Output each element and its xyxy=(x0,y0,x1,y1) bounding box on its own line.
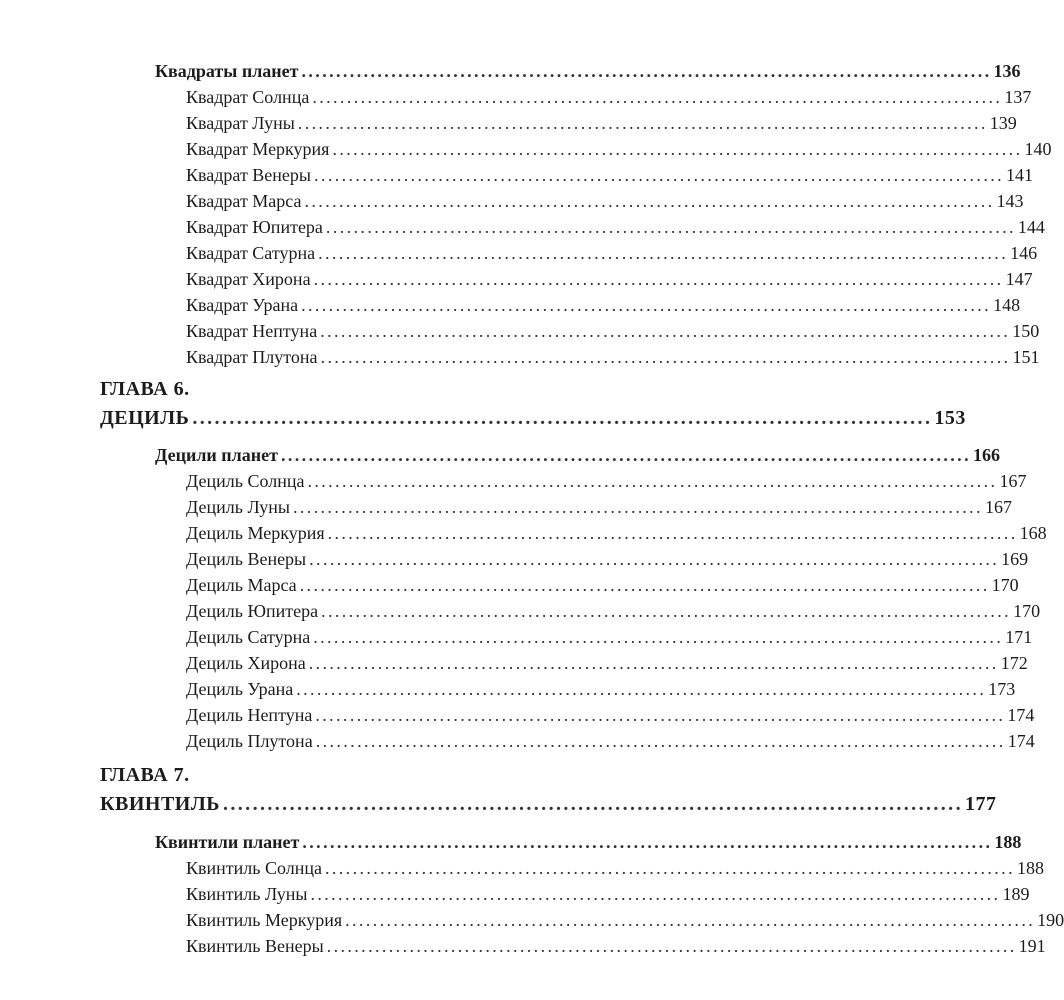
toc-item-row xyxy=(186,85,1032,109)
chapter-heading: ГЛАВА 7. xyxy=(100,764,190,786)
toc-item-row xyxy=(186,599,1041,623)
toc-item-label: Квинтиль Луны xyxy=(186,884,308,904)
toc-page-number: 147 xyxy=(1005,269,1033,289)
leader-dots: .................................................................................................... xyxy=(309,549,1000,569)
leader-dots: .................................................................................................... xyxy=(315,731,1006,751)
toc-page-number: 166 xyxy=(972,445,1000,465)
leader-dots: .................................................................................................... xyxy=(302,832,993,852)
toc-page-number: 143 xyxy=(996,191,1024,211)
toc-page-number: 174 xyxy=(1007,705,1035,725)
toc-item-label: Дециль Хирона xyxy=(186,653,306,673)
toc-page-number: 173 xyxy=(988,679,1016,699)
toc-item-label: Квадрат Луны xyxy=(186,113,295,133)
leader-dots: .................................................................................................... xyxy=(325,217,1016,237)
leader-dots: .................................................................................................... xyxy=(321,601,1012,621)
toc-item-row xyxy=(186,573,1019,597)
toc-page-number: 170 xyxy=(991,575,1019,595)
toc-item-row xyxy=(186,215,1045,239)
toc-item-label: Квадрат Хирона xyxy=(186,269,311,289)
toc-item-row xyxy=(186,729,1035,753)
leader-dots: .................................................................................................... xyxy=(308,653,999,673)
toc-page-number: 188 xyxy=(1016,858,1044,878)
toc-page-number: 167 xyxy=(984,497,1012,517)
leader-dots: .................................................................................................... xyxy=(313,269,1004,289)
toc-section-row xyxy=(155,443,1000,467)
toc-item-row xyxy=(186,163,1034,187)
toc-item-label: Дециль Урана xyxy=(186,679,294,699)
toc-page-number: 189 xyxy=(1002,884,1030,904)
toc-page-number: 151 xyxy=(1012,347,1040,367)
leader-dots: .................................................................................................... xyxy=(222,793,963,815)
toc-item-row xyxy=(186,547,1029,571)
toc-item-row xyxy=(186,241,1038,265)
toc-item-label: Квадрат Урана xyxy=(186,295,299,315)
toc-item-row xyxy=(186,189,1024,213)
toc-page-number: 167 xyxy=(999,471,1027,491)
toc-page-number: 188 xyxy=(994,832,1022,852)
toc-item-row xyxy=(186,908,1064,932)
toc-page-number: 169 xyxy=(1001,549,1029,569)
toc-chapter-row xyxy=(100,406,966,430)
toc-item-row xyxy=(186,495,1012,519)
leader-dots: .................................................................................................... xyxy=(312,87,1003,107)
toc-item-row xyxy=(186,703,1035,727)
chapter-heading: ГЛАВА 6. xyxy=(100,378,190,400)
toc-page-number: 136 xyxy=(993,61,1021,81)
toc-item-row xyxy=(186,345,1040,369)
toc-page-number: 153 xyxy=(934,407,966,429)
leader-dots: .................................................................................................... xyxy=(324,858,1015,878)
leader-dots: .................................................................................................... xyxy=(320,347,1011,367)
toc-item-label: Дециль Сатурна xyxy=(186,627,311,647)
toc-item-label: Квинтиль Меркурия xyxy=(186,910,343,930)
toc-item-label: Квинтиль Венеры xyxy=(186,936,324,956)
toc-chapter-row xyxy=(100,792,997,816)
toc-section-row xyxy=(155,830,1022,854)
toc-page-number: 172 xyxy=(1000,653,1028,673)
toc-item-label: Квадрат Нептуна xyxy=(186,321,318,341)
toc-page-number: 140 xyxy=(1024,139,1052,159)
toc-item-label: Квадрат Плутона xyxy=(186,347,318,367)
toc-page-number: 139 xyxy=(989,113,1017,133)
toc-page-number: 174 xyxy=(1007,731,1035,751)
toc-page-number: 148 xyxy=(993,295,1021,315)
leader-dots: .................................................................................................... xyxy=(301,61,992,81)
leader-dots: .................................................................................................... xyxy=(327,523,1018,543)
toc-item-label: Дециль Луны xyxy=(186,497,290,517)
leader-dots: .................................................................................................... xyxy=(192,407,933,429)
leader-dots: .................................................................................................... xyxy=(313,627,1004,647)
leader-dots: .................................................................................................... xyxy=(280,445,971,465)
toc-item-row xyxy=(186,293,1021,317)
leader-dots: .................................................................................................... xyxy=(310,884,1001,904)
toc-item-label: Квинтиль Солнца xyxy=(186,858,322,878)
toc-page-number: 146 xyxy=(1010,243,1038,263)
toc-item-row xyxy=(186,934,1046,958)
leader-dots: .................................................................................................... xyxy=(307,471,998,491)
toc-item-row xyxy=(186,677,1016,701)
toc-item-label: Квадрат Меркурия xyxy=(186,139,330,159)
toc-item-row xyxy=(186,625,1033,649)
chapter-title: КВИНТИЛЬ xyxy=(100,793,220,815)
toc-page-number: 171 xyxy=(1005,627,1033,647)
toc-item-label: Дециль Венеры xyxy=(186,549,307,569)
toc-item-label: Квадрат Солнца xyxy=(186,87,310,107)
chapter-title: ДЕЦИЛЬ xyxy=(100,407,190,429)
leader-dots: .................................................................................................... xyxy=(296,679,987,699)
leader-dots: .................................................................................................... xyxy=(292,497,983,517)
toc-item-row xyxy=(186,856,1044,880)
toc-item-row xyxy=(186,521,1047,545)
toc-item-label: Дециль Плутона xyxy=(186,731,313,751)
leader-dots: .................................................................................................... xyxy=(304,191,995,211)
toc-item-label: Дециль Марса xyxy=(186,575,297,595)
toc-page-number: 170 xyxy=(1013,601,1041,621)
leader-dots: .................................................................................................... xyxy=(315,705,1006,725)
leader-dots: .................................................................................................... xyxy=(326,936,1017,956)
leader-dots: .................................................................................................... xyxy=(314,165,1005,185)
leader-dots: .................................................................................................... xyxy=(345,910,1036,930)
toc-section-row xyxy=(155,59,1021,83)
toc-item-label: Квадрат Марса xyxy=(186,191,302,211)
toc-page-number: 150 xyxy=(1012,321,1040,341)
toc-item-label: Квадрат Венеры xyxy=(186,165,312,185)
toc-section-label: Децили планет xyxy=(155,445,278,465)
toc-item-row xyxy=(186,319,1040,343)
leader-dots: .................................................................................................... xyxy=(332,139,1023,159)
toc-item-row xyxy=(186,651,1028,675)
toc-section-label: Квинтили планет xyxy=(155,832,300,852)
leader-dots: .................................................................................................... xyxy=(318,243,1009,263)
toc-item-label: Квадрат Сатурна xyxy=(186,243,316,263)
leader-dots: .................................................................................................... xyxy=(297,113,988,133)
toc-page-number: 177 xyxy=(964,793,997,815)
toc-item-row xyxy=(186,267,1033,291)
toc-item-row xyxy=(186,111,1017,135)
toc-item-row xyxy=(186,137,1052,161)
toc-item-row xyxy=(186,882,1030,906)
toc-page-number: 144 xyxy=(1017,217,1045,237)
toc-page-number: 168 xyxy=(1019,523,1047,543)
toc-page-number: 190 xyxy=(1037,910,1064,930)
toc-item-row xyxy=(186,469,1027,493)
toc-item-label: Дециль Юпитера xyxy=(186,601,319,621)
toc-page-number: 137 xyxy=(1004,87,1032,107)
toc-section-label: Квадраты планет xyxy=(155,61,299,81)
toc-page-number: 141 xyxy=(1006,165,1034,185)
toc-item-label: Квадрат Юпитера xyxy=(186,217,323,237)
leader-dots: .................................................................................................... xyxy=(299,575,990,595)
leader-dots: .................................................................................................... xyxy=(301,295,992,315)
toc-item-label: Дециль Меркурия xyxy=(186,523,325,543)
toc-page-number: 191 xyxy=(1018,936,1046,956)
toc-item-label: Дециль Нептуна xyxy=(186,705,313,725)
toc-item-label: Дециль Солнца xyxy=(186,471,305,491)
leader-dots: .................................................................................................... xyxy=(320,321,1011,341)
